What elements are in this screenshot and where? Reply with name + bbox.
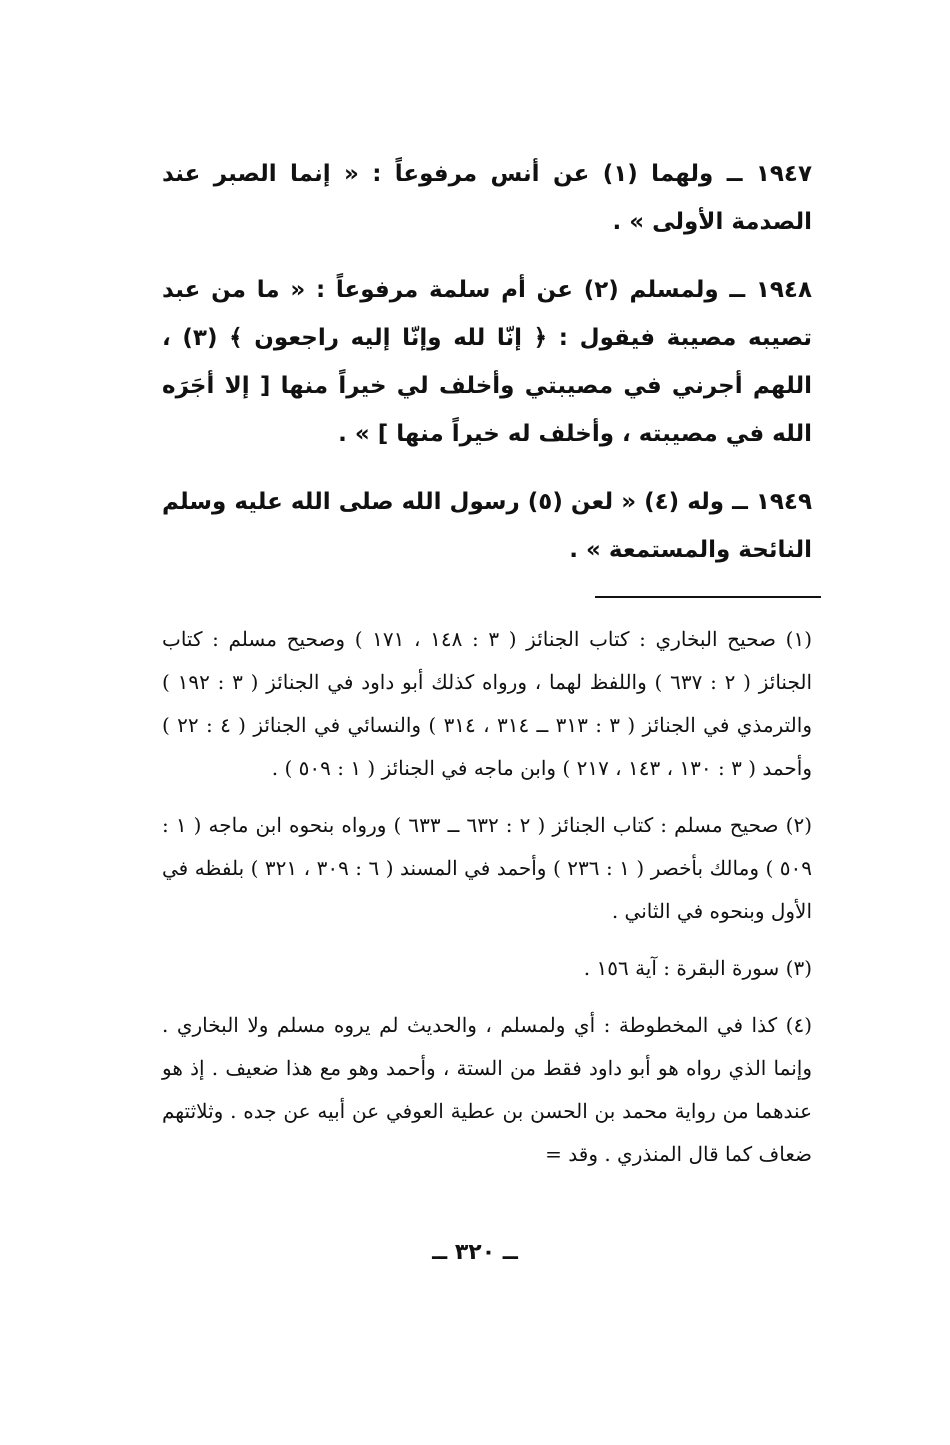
footnote-3: (٣) سورة البقرة : آية ١٥٦ . [583,956,812,980]
hadith-1947: ١٩٤٧ ــ ولهما (١) عن أنس مرفوعاً : « إنما الصبر عند الصدمة الأولى » . [162,161,812,235]
page-number: ــ ٣٢٠ ــ [432,1240,518,1265]
hadith-1948: ١٩٤٨ ــ ولمسلم (٢) عن أم سلمة مرفوعاً : « ما من عبد تصيبه مصيبة فيقول : ﴿ إنّا لله وإنّا إليه راجعون ﴾ (٣) ، اللهم أجرني في مصيبتي وأخلف لي خيراً منها [ إلا أجَرَه الله في مصيبته ، وأخلف له خيراً منها ] » . [162,277,812,447]
hadith-1949: ١٩٤٩ ــ وله (٤) « لعن (٥) رسول الله صلى الله عليه وسلم النائحة والمستمعة » . [162,489,813,563]
footnote-4: (٤) كذا في المخطوطة : أي ولمسلم ، والحديث لم يروه مسلم ولا البخاري . وإنما الذي رواه هو أبو داود فقط من الستة ، وأحمد وهو مع هذا ضعيف . إذ هو عندهما من رواية محمد بن الحسن بن عطية العوفي عن أبيه عن جده . وثلاثتهم ضعاف كما قال المنذري . وقد = [162,1013,812,1166]
hadith-section [162,150,812,594]
footnotes-section [162,618,812,1190]
footnote-1: (١) صحيح البخاري : كتاب الجنائز ( ٣ : ١٤٨ ، ١٧١ ) وصحيح مسلم : كتاب الجنائز ( ٢ : ٦٣٧ ) واللفظ لهما ، ورواه كذلك أبو داود في الجنائز ( ٣ : ١٩٢ ) والترمذي في الجنائز ( ٣ : ٣١٣ ــ ٣١٤ ، ٣١٤ ) والنسائي في الجنائز ( ٤ : ٢٢ ) وأحمد ( ٣ : ١٣٠ ، ١٤٣ ، ٢١٧ ) وابن ماجه في الجنائز ( ١ : ٥٠٩ ) . [162,627,813,780]
footnote-divider [595,596,821,598]
footnote-2: (٢) صحيح مسلم : كتاب الجنائز ( ٢ : ٦٣٢ ــ ٦٣٣ ) ورواه بنحوه ابن ماجه ( ١ : ٥٠٩ ) ومالك بأخصر ( ١ : ٢٣٦ ) وأحمد في المسند ( ٦ : ٣٠٩ ، ٣٢١ ) بلفظه في الأول وبنحوه في الثاني . [162,813,812,923]
